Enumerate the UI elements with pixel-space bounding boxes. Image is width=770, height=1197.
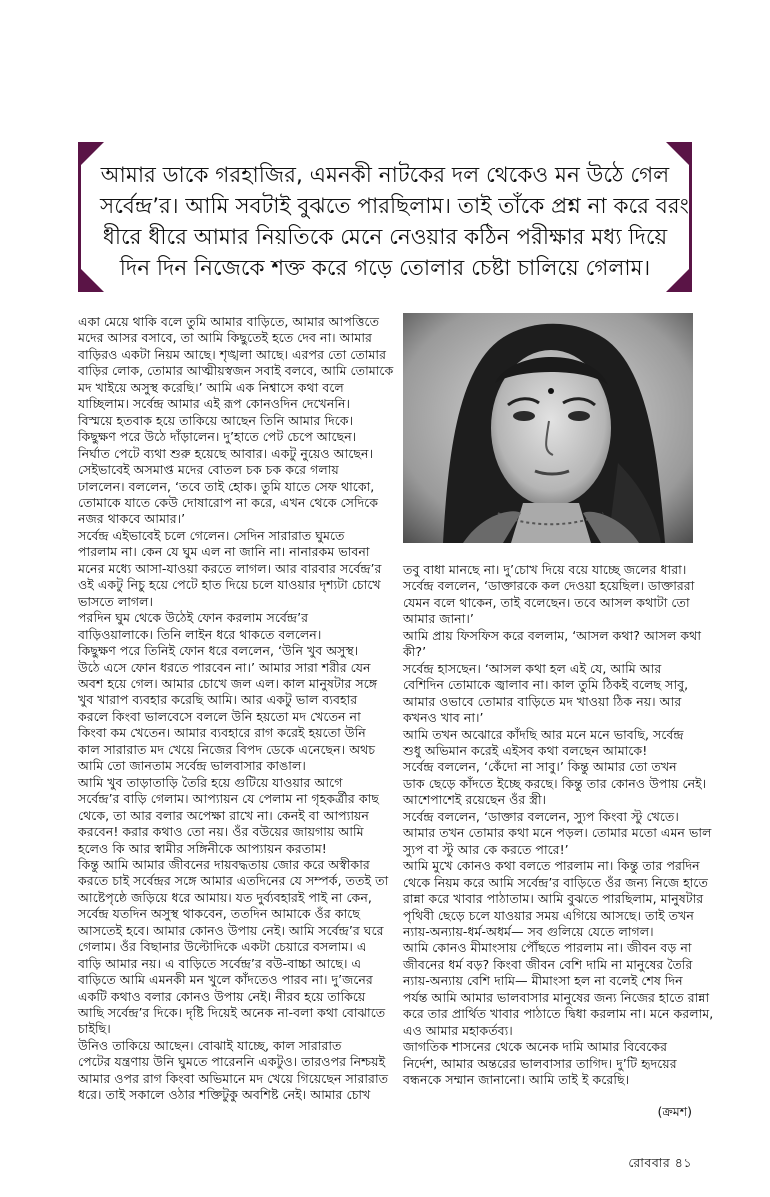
article-line: থেকে নিয়ম করে আমি সর্বেন্দ্র’র বাড়িতে ওঁর জন্য নিজে হাতে [403,874,708,890]
article-line: নজর থাকবে আমার।’ [78,511,186,527]
article-line: ওই একটু নিচু হয়ে পেটে হাত দিয়ে চলে যাওয়ার দৃশ্যটা চোখে [78,577,381,593]
article-line: সর্বেন্দ্র হাসছেন। ‘আসল কথা হল এই যে, আমি আর [403,660,662,676]
pull-quote-line: দিন দিন নিজেকে শক্ত করে গড়ে তোলার চেষ্টা চালিয়ে গেলাম। [119,256,651,281]
article-line: একটি কথাও বলার কোনও উপায় নেই। নীরব হয়ে তাকিয়ে [78,988,366,1004]
article-line: করবেন! করার কথাও তো নয়। ওঁর বউয়ের জায়গায় আমি [78,824,364,840]
pull-quote-text [100,160,689,284]
article-line: যেমন বলে থাকেন, তাই বলেছেন। তবে আসল কথাটা তো [403,594,690,610]
article-line: আশেপাশেই রয়েছেন ওঁর স্ত্রী। [403,792,547,808]
article-line: পরদিন ঘুম থেকে উঠেই ফোন করলাম সর্বেন্দ্র’র [78,610,309,626]
article-line: গেলাম। ওঁর বিছানার উল্টোদিকে একটা চেয়ারে বসলাম। এ [78,939,367,955]
article-line: আসতেই হবে। আমার কোনও উপায় নেই। আমি সর্বেন্দ্র’র ঘরে [78,922,384,938]
article-line: করলে কিংবা ভালবেসে বললে উনি হয়তো মদ খেতেন না [78,708,361,724]
pull-quote-line: ধীরে ধীরে আমার নিয়তিকে মেনে নেওয়ার কঠিন পরীক্ষার মধ্য দিয়ে [102,225,668,250]
article-left-column [78,314,394,1104]
article-line: তবু বাধা মানছে না। দু’চোখ দিয়ে বয়ে যাচ্ছে জলের ধারা। [403,562,687,577]
article-line: থেকে, তা আর বলার অপেক্ষা রাখে না। কেনই বা আপ্যায়ন [78,807,369,823]
article-line: কিছুক্ষণ পরে উঠে দাঁড়ালেন। দু’হাতে পেট চেপে আছেন। [78,429,357,445]
article-line: সর্বেন্দ্র এইভাবেই চলে গেলেন। সেদিন সারারাত ঘুমতে [78,527,345,543]
article-line: বাড়িরও একটা নিয়ম আছে। শৃঙ্খলা আছে। এরপর তো তোমার [78,346,387,362]
article-line: খুব খারাপ ব্যবহার করেছি আমি। আর একটু ভাল ব্যবহার [78,692,358,708]
article-line: মনের মধ্যে আসা-যাওয়া করতে লাগল। আর বারবার সর্বেন্দ্র’র [78,560,382,576]
article-line: জীবনের ধর্ম বড়? কিংবা জীবন বেশি দামি না মানুষের তৈরি [403,956,693,972]
article-line: ন্যায়-অন্যায়-ধর্ম-অধর্ম— সব গুলিয়ে যেতে লাগল। [403,923,654,939]
article-line: রান্না করে খাবার পাঠাতাম। আমি বুঝতে পারছিলাম, মানুষটার [403,891,704,907]
article-line: হলেও কি আর স্বামীর সঙ্গিনীকে আপ্যায়ন করতাম! [78,840,327,856]
article-line: ন্যায়-অন্যায় বেশি দামি— মীমাংসা হল না বলেই শেষ দিন [403,973,683,989]
article-line: বাড়িতে আমি এমনকী মন খুলে কাঁদতেও পারব না। দু’জনের [78,972,373,988]
article-line: করতে চাই সর্বেন্দ্রর সঙ্গে আমার এতদিনের যে সম্পর্ক, ততই তা [78,873,389,889]
pull-quote [78,142,692,292]
article-line: আমার জানা।’ [403,611,474,627]
article-line: একা মেয়ে থাকি বলে তুমি আমার বাড়িতে, আমার আপত্তিতে [78,314,380,329]
article-line: চাইছি। [78,1021,111,1037]
article-line: তোমাকে যাতে কেউ দোষারোপ না করে, এখন থেকে সেদিকে [78,494,379,510]
article-line: ঢাললেন। বললেন, ‘তবে তাই হোক। তুমি যাতে সেফ থাকো, [78,478,375,494]
continued-label: (ক্রমশ) [657,1104,692,1119]
article-line: কাল সারারাত মদ খেয়ে নিজের বিপদ ডেকে এনেছেন। অথচ [78,741,376,757]
article-line: যাচ্ছিলাম। সর্বেন্দ্র আমার এই রূপ কোনওদিন দেখেননি। [78,396,350,412]
article-line: আমি কোনও মীমাংসায় পৌঁছতে পারলাম না। জীবন বড় না [403,940,692,956]
article-line: পেটের যন্ত্রণায় উনি ঘুমতে পারেননি একটুও। তারওপর নিশ্চয়ই [78,1054,386,1070]
article-line: উঠে এসে ফোন ধরতে পারবেন না।’ আমার সারা শরীর যেন [78,659,371,675]
article-line: আমি প্রায় ফিসফিস করে বললাম, ‘আসল কথা? আসল কথা [403,627,701,643]
article-line: কিংবা কম খেতেন। আমার ব্যবহারে রাগ করেই হয়তো উনি [78,725,366,741]
article-line: বাড়ি আমার নয়। এ বাড়িতে সর্বেন্দ্র’র বউ-বাচ্চা আছে। এ [78,955,362,971]
article-line: কী?’ [403,644,427,660]
article-line: আমি তখন অঝোরে কাঁদছি আর মনে মনে ভাবছি, সর্বেন্দ্র [403,726,684,742]
article-right-column [403,562,714,1089]
article-line: সর্বেন্দ্র’র বাড়ি গেলাম। আপ্যায়ন যে পেলাম না গৃহকর্ত্রীর কাছ [78,791,379,807]
article-line: আছি সর্বেন্দ্র’র দিকে। দৃষ্টি দিয়েই অনেক না-বলা কথা বোঝাতে [78,1005,386,1021]
article-line: বাড়ির লোক, তোমার আত্মীয়স্বজন সবাই বলবে, আমি তোমাকে [78,363,394,379]
article-line: আমার তখন তোমার কথা মনে পড়ল। তোমার মতো এমন ভাল [403,825,712,841]
article-line: আমার ওভাবে তোমার বাড়িতে মদ খাওয়া ঠিক নয়। আর [403,693,682,709]
article-line: কিন্তু আমি আমার জীবনের দায়বদ্ধতায় জোর করে অস্বীকার [78,856,370,872]
article-line: উনিও তাকিয়ে আছেন। বোঝাই যাচ্ছে, কাল সারারাত [78,1037,342,1053]
article-line: সর্বেন্দ্র যতদিন অসুস্থ থাকবেন, ততদিন আমাকে ওঁর কাছে [78,906,360,922]
article-line: শুধু অভিমান করেই এইসব কথা বলছেন আমাকে! [403,742,648,758]
article-line: অবশ হয়ে গেল। আমার চোখে জল এল। কাল মানুষটার সঙ্গে [78,675,378,691]
article-line: এও আমার মহাকর্তব্য। [403,1022,513,1038]
article-line: ভাসতে লাগল। [78,593,154,609]
page-footer: রোববার ৪১ [628,1155,692,1170]
article-line: পৃথিবী ছেড়ে চলে যাওয়ার সময় এগিয়ে আসছে। তাই তখন [403,907,694,923]
article-line: মদ খাইয়ে অসুস্থ করেছি।’ আমি এক নিশ্বাসে কথা বলে [78,379,344,395]
portrait-photo [403,313,693,543]
article-line: কখনও খাব না।’ [403,710,484,726]
pull-quote-line: সর্বেন্দ্র’র। আমি সবটাই বুঝতে পারছিলাম। তাই তাঁকে প্রশ্ন না করে বরং [100,194,689,219]
article-line: কিছুক্ষণ পরে তিনিই ফোন ধরে বললেন, ‘উনি খুব অসুস্থ। [78,643,359,659]
article-line: পর্যন্ত আমি আমার ভালবাসার মানুষের জন্য নিজের হাতে রান্না [403,989,710,1005]
article-line: আমার ওপর রাগ কিংবা অভিমানে মদ খেয়ে গিয়েছেন সারারাত [78,1070,389,1086]
article-line: জাগতিক শাসনের থেকে অনেক দামি আমার বিবেকের [403,1039,668,1055]
article-line: আষ্টেপৃষ্ঠে জড়িয়ে ধরে আমায়। যত দুর্ব্যবহারই পাই না কেন, [78,889,372,905]
article-line: স্যুপ বা স্টু আর কে করতে পারে!’ [403,841,569,857]
article-line: করে তার প্রার্থিত খাবার পাঠাতে দ্বিধা করলাম না। মনে করলাম, [403,1006,714,1022]
article-line: আমি খুব তাড়াতাড়ি তৈরি হয়ে গুটিয়ে যাওয়ার আগে [78,774,343,790]
article-line: সর্বেন্দ্র বললেন, ‘ডাক্তার বললেন, স্যুপ কিংবা স্টু খেতে। [403,808,679,824]
article-line: ডাক ছেড়ে কাঁদতে ইচ্ছে করছে। কিন্তু তার কোনও উপায় নেই। [403,775,707,791]
article-line: সেইভাবেই অসমাপ্ত মদের বোতল চক চক করে গলায় [78,462,339,478]
article-line: পারলাম না। কেন যে ঘুম এল না জানি না। নানারকম ভাবনা [78,544,370,560]
article-line: নির্দেশ, আমার অন্তরের ভালবাসার তাগিদ। দু’টি হৃদয়ের [403,1055,677,1071]
article-line: ধরে। তাই সকালে ওঠার শক্তিটুকু অবশিষ্ট নেই। আমার চোখ [78,1087,371,1103]
article-line: সর্বেন্দ্র বললেন, ‘কেঁদো না সাবু।’ কিন্তু আমার তো তখন [403,759,677,775]
article-line: আমি তো জানতাম সর্বেন্দ্র ভালবাসার কাঙাল। [78,758,306,774]
article-line: বিস্ময়ে হতবাক হয়ে তাকিয়ে আছেন তিনি আমার দিকে। [78,412,354,428]
article-line: বাড়িওয়ালাকে। তিনি লাইন ধরে থাকতে বললেন। [78,626,322,642]
article-line: বেশিদিন তোমাকে জ্বালাব না। কাল তুমি ঠিকই বলেছ সাবু, [403,677,689,693]
article-line: সর্বেন্দ্র বললেন, ‘ডাক্তারকে কল দেওয়া হয়েছিল। ডাক্তাররা [403,578,695,594]
article-line: নির্ঘাত পেটে ব্যথা শুরু হয়েছে আবার। একটু নুয়েও আছেন। [78,445,374,461]
article-line: আমি মুখে কোনও কথা বলতে পারলাম না। কিন্তু তার পরদিন [403,858,700,874]
article-line: মদের আসর বসাবে, তা আমি কিছুতেই হতে দেব না। আমার [78,330,372,346]
article-line: বন্ধনকে সম্মান জানানো। আমি তাই ই করেছি। [403,1072,630,1088]
pull-quote-line: আমার ডাকে গরহাজির, এমনকী নাটকের দল থেকেও মন উঠে গেল [100,163,670,188]
